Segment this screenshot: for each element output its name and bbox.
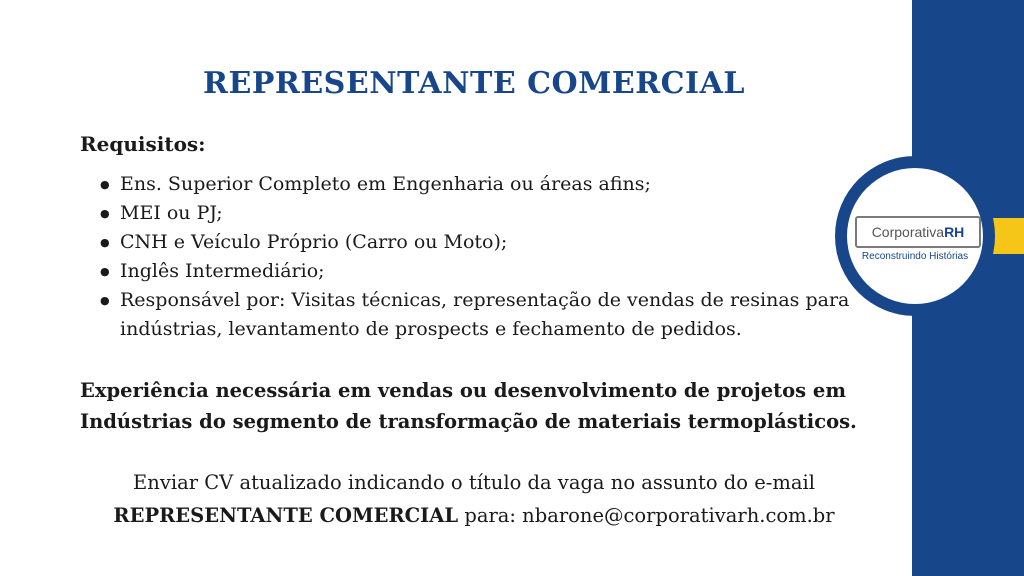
requirement-item: ● Responsável por: Visitas técnicas, representação de vendas de resinas para indústrias, levantamento de prospects e fechamento de pedidos. [120, 286, 860, 344]
contact-line-1: Enviar CV atualizado indicando o título da vaga no assunto do e-mail [133, 471, 815, 494]
contact-instructions [0, 466, 948, 532]
logo-name-part2: RH [944, 224, 965, 240]
requirement-item: ● Inglês Intermediário; [120, 257, 860, 286]
requirement-item: ● MEI ou PJ; [120, 199, 860, 228]
requirements-list [120, 170, 860, 344]
logo-tagline: Reconstruindo Histórias [861, 251, 969, 262]
requirement-item: ● Ens. Superior Completo em Engenharia ou áreas afins; [120, 170, 860, 199]
requirement-item: ● CNH e Veículo Próprio (Carro ou Moto); [120, 228, 860, 257]
job-title: REPRESENTANTE COMERCIAL [203, 66, 745, 101]
logo-name-part1: Corporativa [871, 224, 945, 240]
company-logo [855, 216, 981, 248]
experience-requirement: Experiência necessária em vendas ou desenvolvimento de projetos em Indústrias do segmento de transformação de materiais termoplásticos. [80, 379, 857, 433]
contact-email-text: para: nbarone@corporativarh.com.br [458, 504, 835, 527]
requirements-heading: Requisitos: [80, 132, 206, 156]
contact-line-2 [0, 499, 948, 532]
email-subject: REPRESENTANTE COMERCIAL [113, 504, 459, 527]
